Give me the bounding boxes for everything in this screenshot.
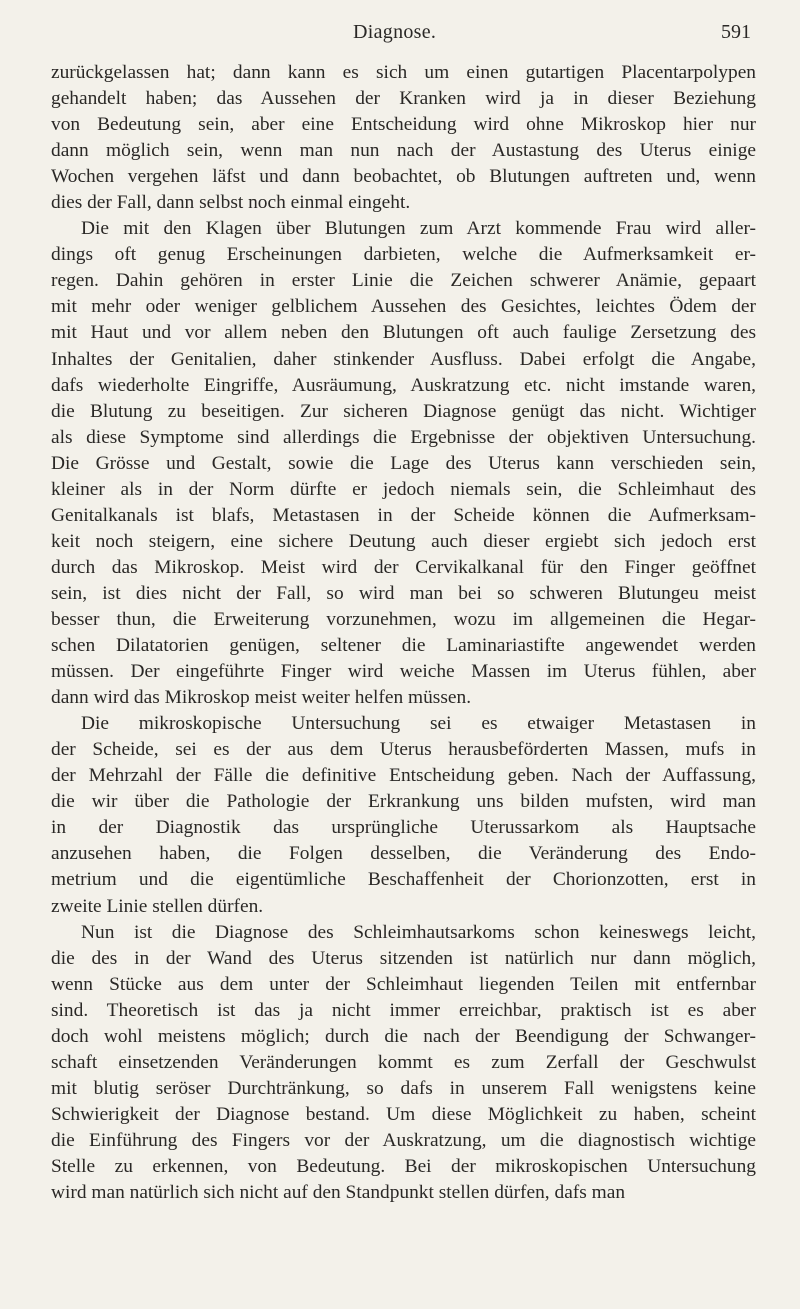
text-line: Die Grösse und Gestalt, sowie die Lage des Uterus kann verschieden sein, (51, 452, 756, 474)
text-line: Inhaltes der Genitalien, daher stinkender Ausfluss. Dabei erfolgt die Angabe, (51, 348, 756, 370)
text-line: zurückgelassen hat; dann kann es sich um einen gutartigen Placentarpolypen (51, 62, 756, 83)
paragraph (51, 60, 756, 216)
text-line: zweite Linie stellen dürfen. (51, 895, 264, 917)
text-line: mit Haut und vor allem neben den Blutungen oft auch faulige Zersetzung des (51, 322, 756, 344)
paragraph (51, 920, 756, 1207)
body-text (51, 60, 756, 1206)
paragraph (51, 711, 756, 919)
text-line: durch das Mikroskop. Meist wird der Cervikalkanal für den Finger geöffnet (51, 556, 756, 578)
text-line: müssen. Der eingeführte Finger wird weiche Massen im Uterus fühlen, aber (51, 661, 756, 683)
paragraph (51, 216, 756, 711)
text-line: die Blutung zu beseitigen. Zur sicheren Diagnose genügt das nicht. Wichtiger (51, 400, 756, 422)
text-line: der Mehrzahl der Fälle die definitive Entscheidung geben. Nach der Auffassung, (51, 765, 756, 787)
text-line: doch wohl meistens möglich; durch die nach der Beendigung der Schwanger- (51, 1025, 756, 1047)
text-line: Nun ist die Diagnose des Schleimhautsarkoms schon keineswegs leicht, (81, 921, 756, 943)
text-line: kleiner als in der Norm dürfte er jedoch niemals sein, die Schleimhaut des (51, 478, 756, 500)
text-line: mit mehr oder weniger gelblichem Aussehen des Gesichtes, leichtes Ödem der (51, 296, 756, 318)
text-line: besser thun, die Erweiterung vorzunehmen, wozu im allgemeinen die Hegar- (51, 608, 756, 630)
text-line: schaft einsetzenden Veränderungen kommt es zum Zerfall der Geschwulst (51, 1051, 756, 1073)
text-line: Genitalkanals ist blafs, Metastasen in der Scheide können die Aufmerksam- (51, 504, 756, 526)
text-line: Wochen vergehen läfst und dann beobachtet, ob Blutungen auftreten und, wenn (51, 166, 756, 188)
text-line: anzusehen haben, die Folgen desselben, die Veränderung des Endo- (51, 843, 756, 865)
text-line: wenn Stücke aus dem unter der Schleimhaut liegenden Teilen mit entfernbar (51, 973, 756, 995)
text-line: Stelle zu erkennen, von Bedeutung. Bei der mikroskopischen Untersuchung (51, 1155, 756, 1177)
text-line: gehandelt haben; das Aussehen der Kranken wird ja in dieser Beziehung (51, 88, 756, 110)
text-line: als diese Symptome sind allerdings die Ergebnisse der objektiven Untersuchung. (51, 426, 756, 448)
text-line: dies der Fall, dann selbst noch einmal eingeht. (51, 192, 411, 214)
text-line: dafs wiederholte Eingriffe, Ausräumung, Auskratzung etc. nicht imstande waren, (51, 374, 756, 396)
text-line: die Einführung des Fingers vor der Auskratzung, um die diagnostisch wichtige (51, 1129, 756, 1151)
text-line: die wir über die Pathologie der Erkrankung uns bilden mufsten, wird man (51, 791, 756, 813)
text-line: der Scheide, sei es der aus dem Uterus herausbeförderten Massen, mufs in (51, 739, 756, 761)
text-line: die des in der Wand des Uterus sitzenden ist natürlich nur dann möglich, (51, 947, 756, 969)
text-line: regen. Dahin gehören in erster Linie die Zeichen schwerer Anämie, gepaart (51, 270, 756, 292)
page-header (0, 17, 800, 47)
text-line: Die mikroskopische Untersuchung sei es etwaiger Metastasen in (81, 713, 756, 735)
text-line: dann möglich sein, wenn man nun nach der Austastung des Uterus einige (51, 140, 756, 162)
text-line: Schwierigkeit der Diagnose bestand. Um diese Möglichkeit zu haben, scheint (51, 1103, 756, 1125)
text-line: keit noch steigern, eine sichere Deutung auch dieser ergiebt sich jedoch erst (51, 530, 756, 552)
text-line: von Bedeutung sein, aber eine Entscheidung wird ohne Mikroskop hier nur (51, 114, 756, 136)
page-number: 591 (721, 21, 751, 43)
text-line: Die mit den Klagen über Blutungen zum Arzt kommende Frau wird aller- (81, 218, 756, 240)
text-line: sein, ist dies nicht der Fall, so wird man bei so schweren Blutungeu meist (51, 582, 756, 604)
text-line: dings oft genug Erscheinungen darbieten, welche die Aufmerksamkeit er- (51, 244, 756, 266)
text-line: mit blutig seröser Durchtränkung, so dafs in unserem Fall wenigstens keine (51, 1077, 756, 1099)
text-line: schen Dilatatorien genügen, seltener die Laminariastifte angewendet werden (51, 635, 756, 657)
text-line: wird man natürlich sich nicht auf den Standpunkt stellen dürfen, dafs man (51, 1182, 626, 1204)
text-line: dann wird das Mikroskop meist weiter helfen müssen. (51, 687, 472, 709)
text-line: in der Diagnostik das ursprüngliche Uterussarkom als Hauptsache (51, 817, 756, 839)
text-line: sind. Theoretisch ist das ja nicht immer erreichbar, praktisch ist es aber (51, 999, 756, 1021)
text-line: metrium und die eigentümliche Beschaffenheit der Chorionzotten, erst in (51, 869, 756, 891)
running-title: Diagnose. (353, 21, 437, 43)
